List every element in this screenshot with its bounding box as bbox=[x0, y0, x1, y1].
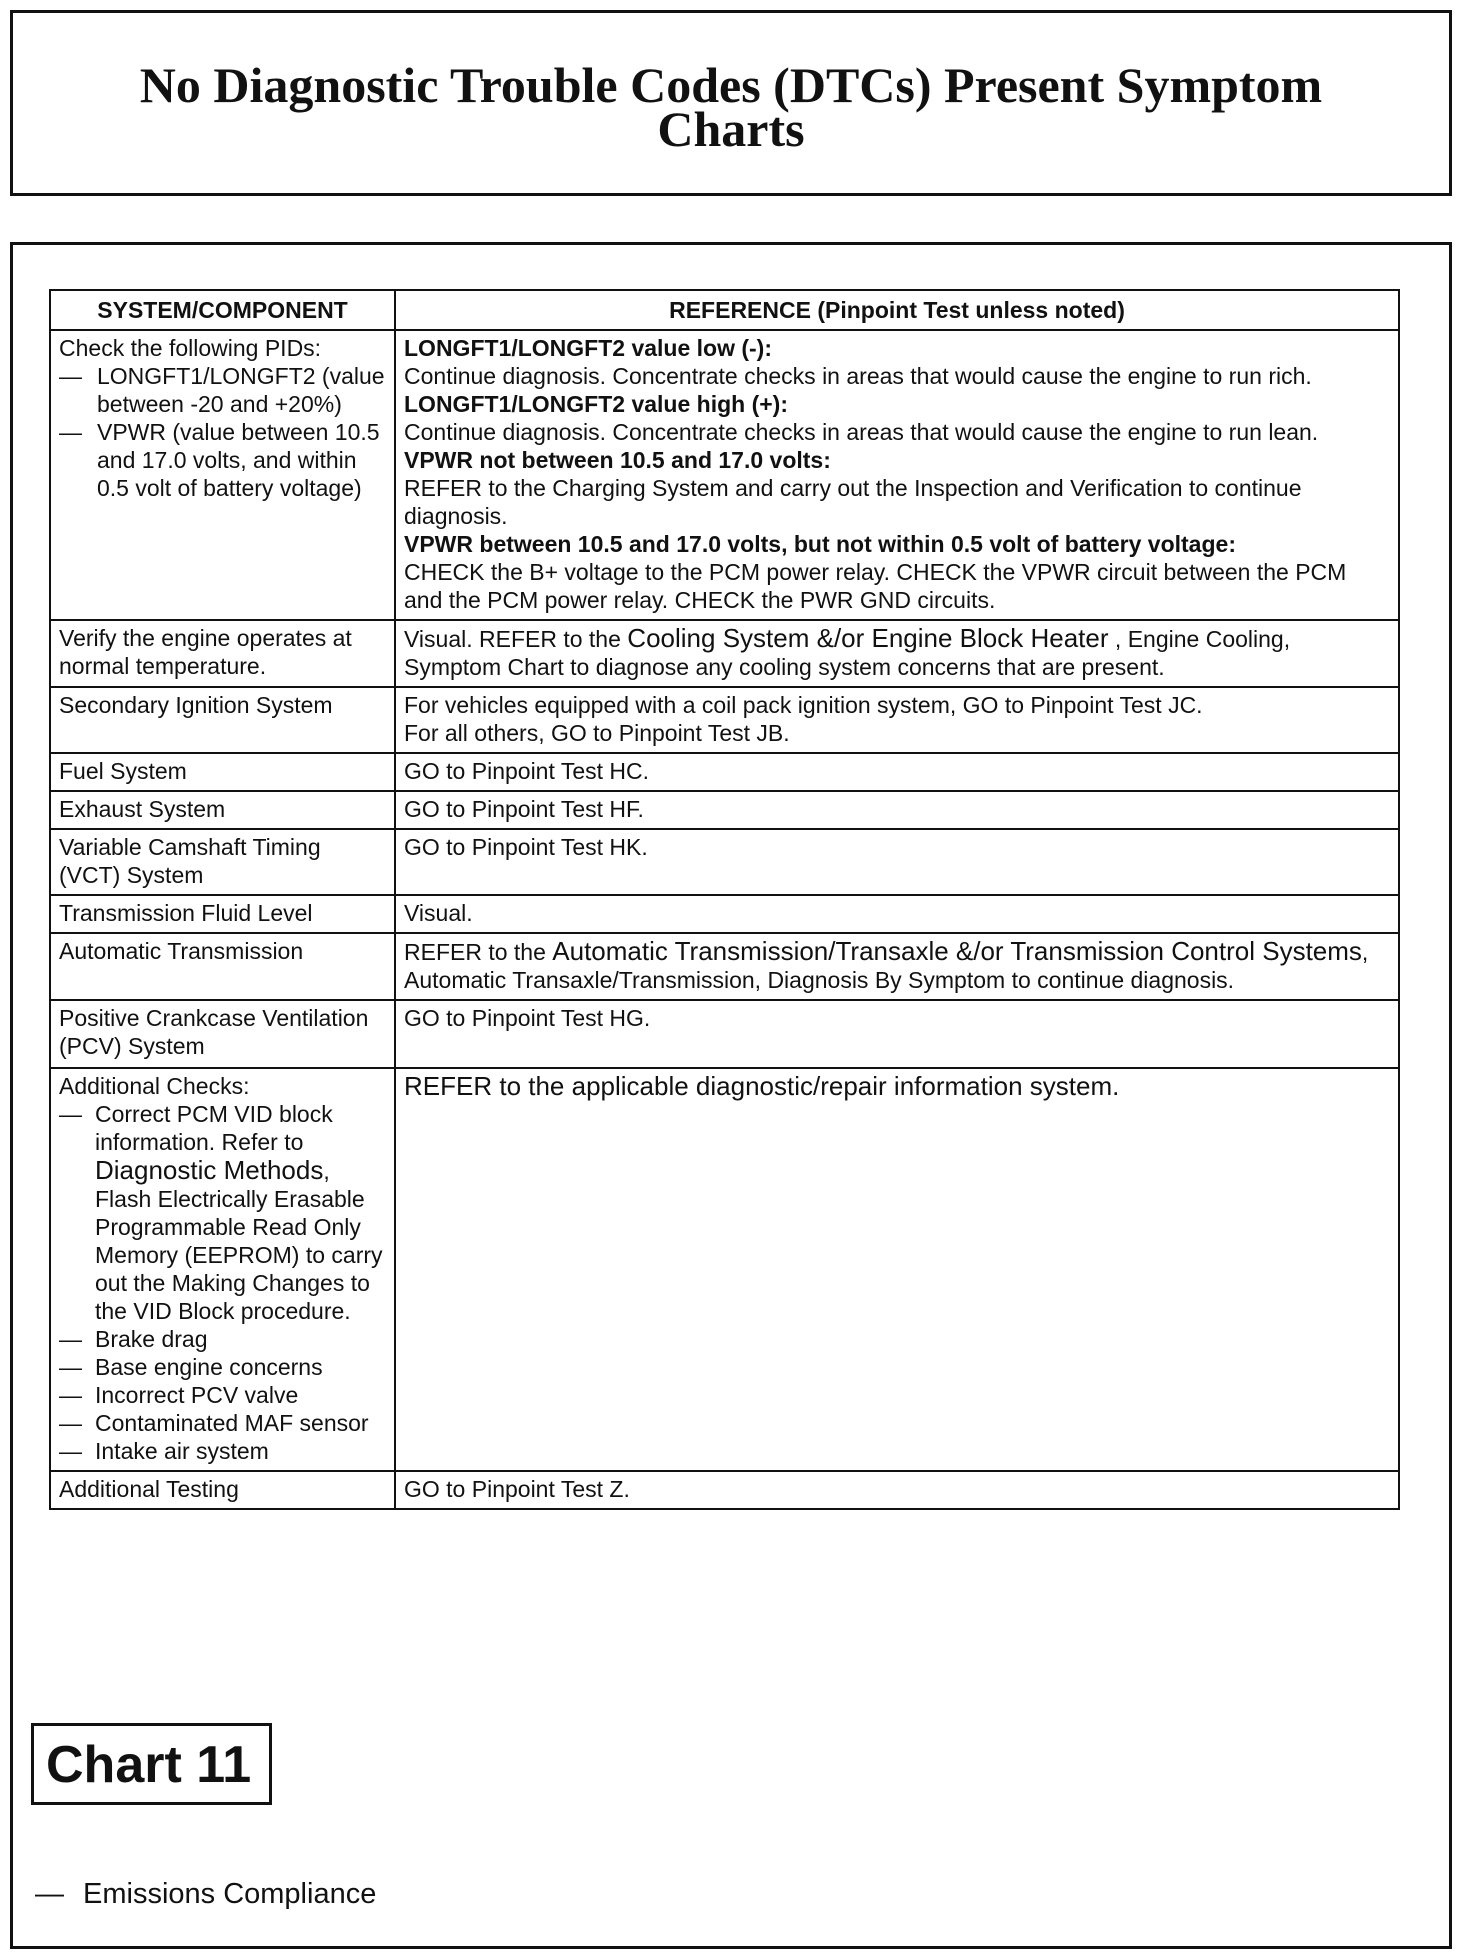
cell-reference bbox=[395, 330, 1399, 620]
list-item: — Base engine concerns bbox=[59, 1354, 323, 1380]
reference-text: REFER to the Charging System and carry out the Inspection and Verification to continue diagnosis. bbox=[404, 475, 1302, 529]
table-row bbox=[50, 1471, 1399, 1509]
header-system-component: SYSTEM/COMPONENT bbox=[50, 290, 395, 330]
list-item: — Intake air system bbox=[59, 1438, 269, 1464]
footer-dash: — bbox=[35, 1878, 64, 1910]
reference-text: Continue diagnosis. Concentrate checks in areas that would cause the engine to run rich. bbox=[404, 363, 1312, 389]
cell-reference: GO to Pinpoint Test HG. bbox=[395, 1000, 1399, 1068]
pid-check-intro: Check the following PIDs: bbox=[59, 335, 322, 361]
cell-system: Automatic Transmission bbox=[50, 933, 395, 1000]
cell-system: Secondary Ignition System bbox=[50, 687, 395, 753]
cell-system: Variable Camshaft Timing (VCT) System bbox=[50, 829, 395, 895]
cell-system: Positive Crankcase Ventilation (PCV) System bbox=[50, 1000, 395, 1068]
cell-system: Fuel System bbox=[50, 753, 395, 791]
reference-text: CHECK the B+ voltage to the PCM power relay. CHECK the VPWR circuit between the PCM and the PCM power relay. CHECK the PWR GND circuits. bbox=[404, 559, 1347, 613]
table-row bbox=[50, 330, 1399, 620]
reference-heading: LONGFT1/LONGFT2 value low (-): bbox=[404, 335, 772, 361]
cell-reference: GO to Pinpoint Test HF. bbox=[395, 791, 1399, 829]
table-row bbox=[50, 620, 1399, 687]
cell-reference: Visual. bbox=[395, 895, 1399, 933]
list-item: — VPWR (value between 10.5 and 17.0 volts, and within 0.5 volt of battery voltage) bbox=[59, 419, 380, 501]
cell-reference: Visual. REFER to the Cooling System &/or Engine Block Heater , Engine Cooling, Symptom Chart to diagnose any cooling system concerns that are present. bbox=[395, 620, 1399, 687]
list-item: — Contaminated MAF sensor bbox=[59, 1410, 369, 1436]
list-item: — Correct PCM VID block information. Refer to Diagnostic Methods, Flash Electrically Erasable Programmable Read Only Memory (EEPROM) to carry out the Making Changes to the VID Block procedure. bbox=[59, 1101, 383, 1324]
reference-link[interactable]: Cooling System &/or Engine Block Heater bbox=[627, 623, 1109, 653]
cell-system: Verify the engine operates at normal temperature. bbox=[50, 620, 395, 687]
table-row bbox=[50, 791, 1399, 829]
reference-link[interactable]: Diagnostic Methods bbox=[95, 1155, 324, 1185]
cell-reference: REFER to the applicable diagnostic/repair information system. bbox=[395, 1068, 1399, 1471]
table-row bbox=[50, 829, 1399, 895]
list-item: — LONGFT1/LONGFT2 (value between -20 and +20%) bbox=[59, 363, 385, 417]
reference-heading: VPWR not between 10.5 and 17.0 volts: bbox=[404, 447, 831, 473]
table-row bbox=[50, 933, 1399, 1000]
reference-heading: VPWR between 10.5 and 17.0 volts, but not within 0.5 volt of battery voltage: bbox=[404, 531, 1236, 557]
reference-link[interactable]: Automatic Transmission/Transaxle &/or Transmission Control Systems bbox=[552, 936, 1362, 966]
additional-checks-intro: Additional Checks: bbox=[59, 1073, 250, 1099]
page-title bbox=[13, 57, 1449, 157]
title-box bbox=[10, 10, 1452, 196]
list-item: — Brake drag bbox=[59, 1326, 208, 1352]
chart-number-label: Chart 11 bbox=[31, 1723, 272, 1805]
table-header-row bbox=[50, 290, 1399, 330]
cell-system bbox=[50, 1068, 395, 1471]
table-row bbox=[50, 687, 1399, 753]
reference-text: Continue diagnosis. Concentrate checks in areas that would cause the engine to run lean. bbox=[404, 419, 1319, 445]
header-reference: REFERENCE (Pinpoint Test unless noted) bbox=[395, 290, 1399, 330]
table-row bbox=[50, 1000, 1399, 1068]
cell-reference: REFER to the Automatic Transmission/Transaxle &/or Transmission Control Systems, Automatic Transaxle/Transmission, Diagnosis By Symptom to continue diagnosis. bbox=[395, 933, 1399, 1000]
cell-system: Transmission Fluid Level bbox=[50, 895, 395, 933]
footer-text: Emissions Compliance bbox=[83, 1878, 377, 1910]
list-item: — Incorrect PCV valve bbox=[59, 1382, 299, 1408]
table-row bbox=[50, 753, 1399, 791]
table-row bbox=[50, 1068, 1399, 1471]
page-title-line1: No Diagnostic Trouble Codes (DTCs) Present Symptom bbox=[139, 57, 1323, 113]
cell-system: Exhaust System bbox=[50, 791, 395, 829]
cell-system: Additional Testing bbox=[50, 1471, 395, 1509]
footer-note bbox=[35, 1877, 376, 1911]
table-row bbox=[50, 895, 1399, 933]
symptom-chart-table bbox=[49, 289, 1400, 1510]
cell-system bbox=[50, 330, 395, 620]
main-box bbox=[10, 242, 1452, 1949]
cell-reference: GO to Pinpoint Test Z. bbox=[395, 1471, 1399, 1509]
page-title-line2: Charts bbox=[657, 101, 805, 157]
cell-reference: GO to Pinpoint Test HK. bbox=[395, 829, 1399, 895]
reference-heading: LONGFT1/LONGFT2 value high (+): bbox=[404, 391, 788, 417]
cell-reference: GO to Pinpoint Test HC. bbox=[395, 753, 1399, 791]
cell-reference: For vehicles equipped with a coil pack ignition system, GO to Pinpoint Test JC. For all others, GO to Pinpoint Test JB. bbox=[395, 687, 1399, 753]
